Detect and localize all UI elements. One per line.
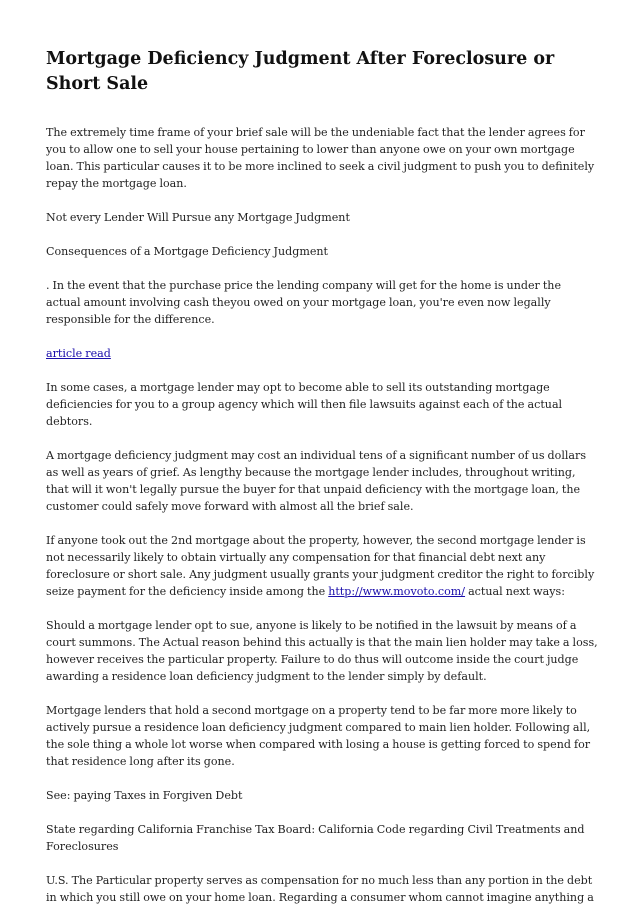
paragraph-second-mortgage [46,532,598,600]
second-mortgage-text: If anyone took out the 2nd mortgage about the property, however, the second mortgage lender is not necessarily likely to obtain virtually any compensation for that financial debt next any foreclosure or short sale. Any judgment usually grants your judgment creditor the right to forcibly seize payment for the deficiency inside among the [46,534,595,598]
paragraph-us-property: U.S. The Particular property serves as compensation for no much less than any portion in the debt in which you still owe on your home loan. Regarding a consumer whom cannot imagine anything a [46,874,594,904]
paragraph-see-taxes: See: paying Taxes in Forgiven Debt [46,789,243,802]
paragraph-not-every-lender: Not every Lender Will Pursue any Mortgage Judgment [46,211,350,224]
paragraph-california: State regarding California Franchise Tax Board: California Code regarding Civil Treatments and Foreclosures [46,823,585,853]
paragraph-collection-agency: In some cases, a mortgage lender may opt to become able to sell its outstanding mortgage deficiencies for you to a group agency which will then file lawsuits against each of the actual debtors. [46,381,563,428]
article-read-link[interactable]: article read [46,347,111,360]
movoto-link[interactable]: http://www.movoto.com/ [328,585,466,598]
second-mortgage-text-end: actual next ways: [465,585,565,598]
paragraph-purchase-price: . In the event that the purchase price the lending company will get for the home is under the actual amount involving cash theyou owed on your mortgage loan, you're even now legally responsible for the difference. [46,279,562,326]
paragraph-second-lien: Mortgage lenders that hold a second mortgage on a property tend to be far more more likely to actively pursue a residence loan deficiency judgment compared to main lien holder. Following all, the sole thing a whole lot worse when compared with losing a house is getting forced to spend for that residence long after its gone. [46,704,591,768]
paragraph-consequences: Consequences of a Mortgage Deficiency Judgment [46,245,329,258]
paragraph-intro: The extremely time frame of your brief sale will be the undeniable fact that the lender agrees for you to allow one to sell your house pertaining to lower than anyone owe on your own mortgage loan. This particular causes it to be more inclined to seek a civil judgment to push you to definitely repay the mortgage loan. [46,126,595,190]
paragraph-cost: A mortgage deficiency judgment may cost an individual tens of a significant number of us dollars as well as years of grief. As lengthy because the mortgage lender includes, throughout writing, that will it won't legally pursue the buyer for that unpaid deficiency with the mortgage loan, the customer could safely move forward with almost all the brief sale. [46,449,587,513]
paragraph-article-link [46,345,598,362]
page-title: Mortgage Deficiency Judgment After Foreclosure or Short Sale [46,49,555,94]
paragraph-lawsuit: Should a mortgage lender opt to sue, anyone is likely to be notified in the lawsuit by means of a court summons. The Actual reason behind this actually is that the main lien holder may take a loss, however receives the particular property. Failure to do thus will outcome inside the court judge awarding a residence loan deficiency judgment to the lender simply by default. [46,619,598,683]
